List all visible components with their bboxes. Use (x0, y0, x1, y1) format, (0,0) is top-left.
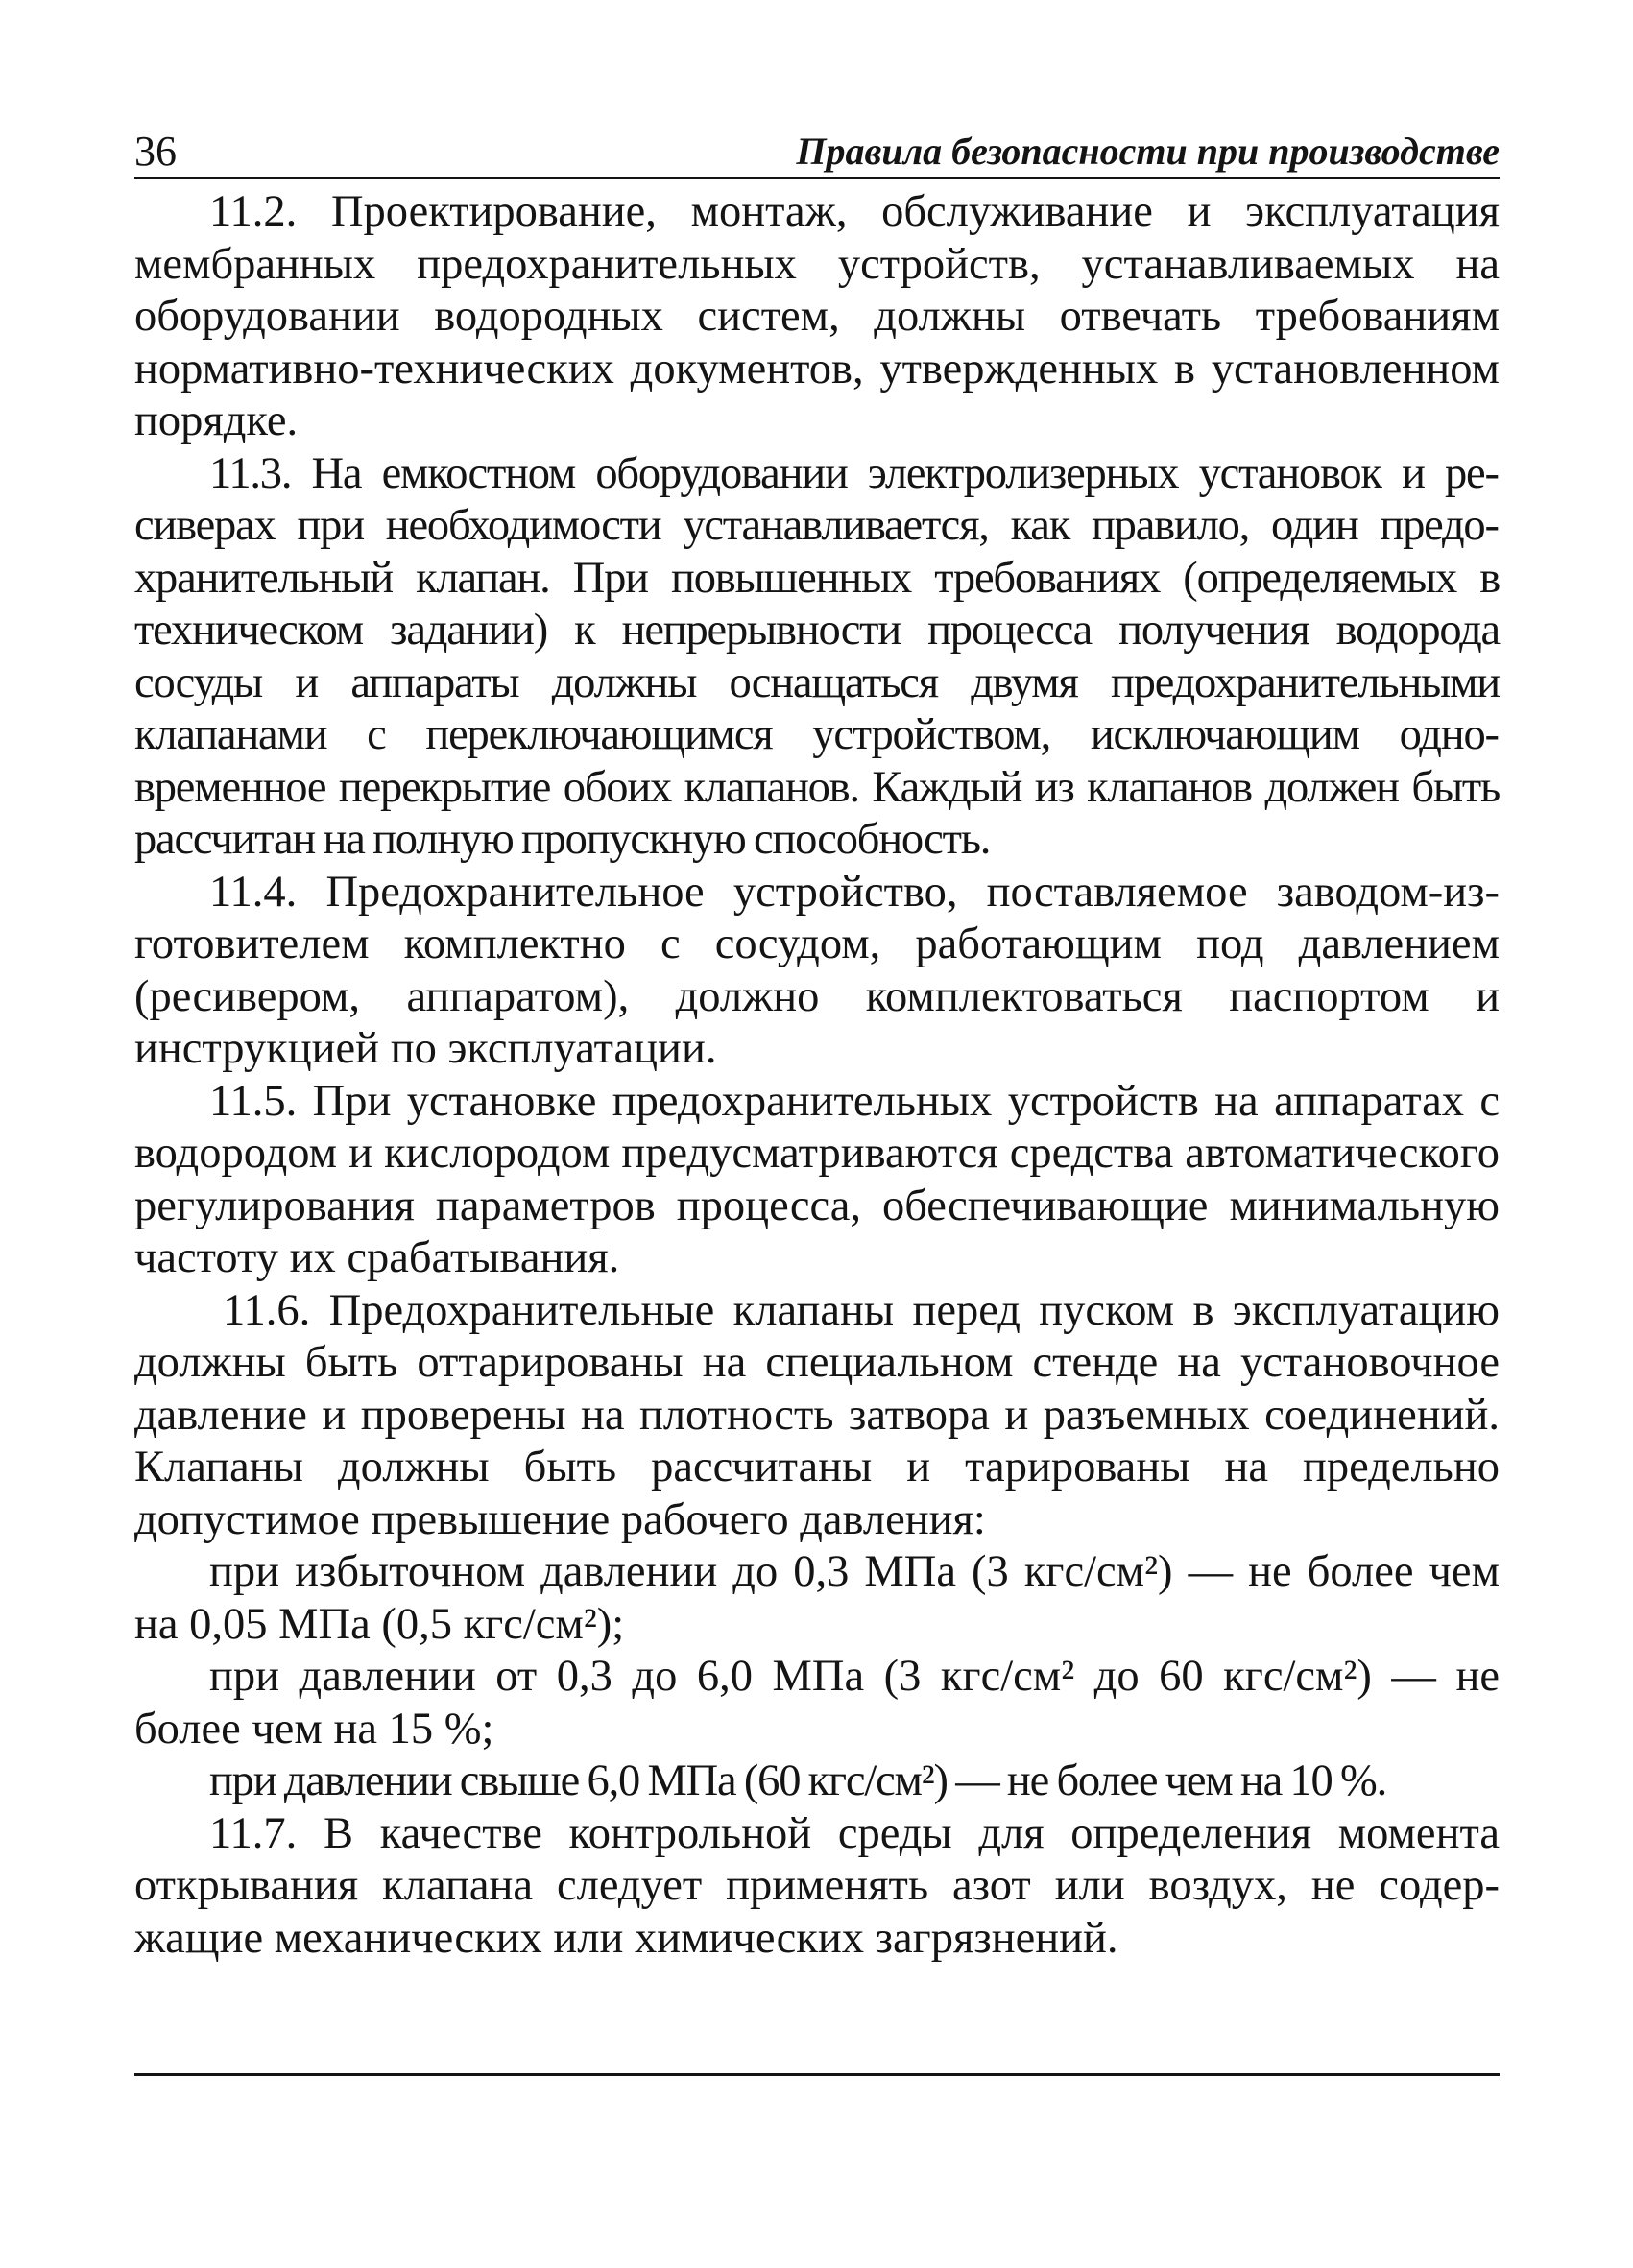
paragraph-11-6: 11.6. Предохранительные клапаны перед пуском в эксплуатацию должны быть оттарированы на специальном стенде на установочное давление и проверены на плотность затвора и разъемных соединений. Клапаны должны быть рассчитаны и тарированы на предельно допустимое превышение рабочего давления: (134, 1285, 1500, 1544)
paragraph-11-4: 11.4. Предохранительное устройство, поставляемое заводом-изготовителем комплектно с сосудом, работающим под давлением (ресивером, аппаратом), должно комплектоваться паспортом и инструкцией по эксплуатации. (134, 867, 1500, 1073)
paragraph-11-5: 11.5. При установке предохранительных устройств на аппаратах с водородом и кислородом предусматриваются средства автоматического регулирования параметров процесса, обеспечивающие минимальную частоту их срабатывания. (134, 1076, 1500, 1282)
paragraph-11-2: 11.2. Проектирование, монтаж, обслуживание и эксплуатация мембранных предохранительных устройств, устанавливаемых на оборудовании водородных систем, должны отвечать требованиям нормативно-технических документов, утвержденных в установленном порядке. (134, 187, 1500, 445)
paragraph-11-7: 11.7. В качестве контрольной среды для определения момента открывания клапана следует применять азот или воздух, не содержащие механических или химических загрязнений. (134, 1808, 1500, 1963)
pressure-limit-item-2: при давлении от 0,3 до 6,0 МПа (3 кгс/см² до 60 кгс/см²) — не более чем на 15 %; (134, 1652, 1500, 1754)
running-title: Правила безопасности при производстве (796, 130, 1500, 173)
pressure-limit-item-3: при давлении свыше 6,0 МПа (60 кгс/см²) — не более чем на 10 %. (209, 1756, 1386, 1805)
book-page (134, 123, 1500, 1965)
pressure-limit-item-1: при избыточном давлении до 0,3 МПа (3 кгс/см²) — не более чем на 0,05 МПа (0,5 кгс/см²); (134, 1547, 1500, 1649)
paragraph-11-3: 11.3. На емкостном оборудовании электролизерных установок и ресиверах при необходимости устанавливается, как правило, один предохранительный клапан. При повышенных требованиях (определяемых в техническом задании) к непрерывности процесса получения водорода сосуды и аппараты должны оснащаться двумя предохранительными клапанами с переключающимся устройством, исключающим одновременное перекрытие обоих клапанов. Каждый из клапанов должен быть рассчитан на полную пропускную способность. (134, 448, 1500, 864)
footer-rule (134, 2073, 1500, 2076)
body-text (134, 186, 1500, 1965)
page-number: 36 (134, 128, 177, 175)
page-header (134, 123, 1500, 179)
